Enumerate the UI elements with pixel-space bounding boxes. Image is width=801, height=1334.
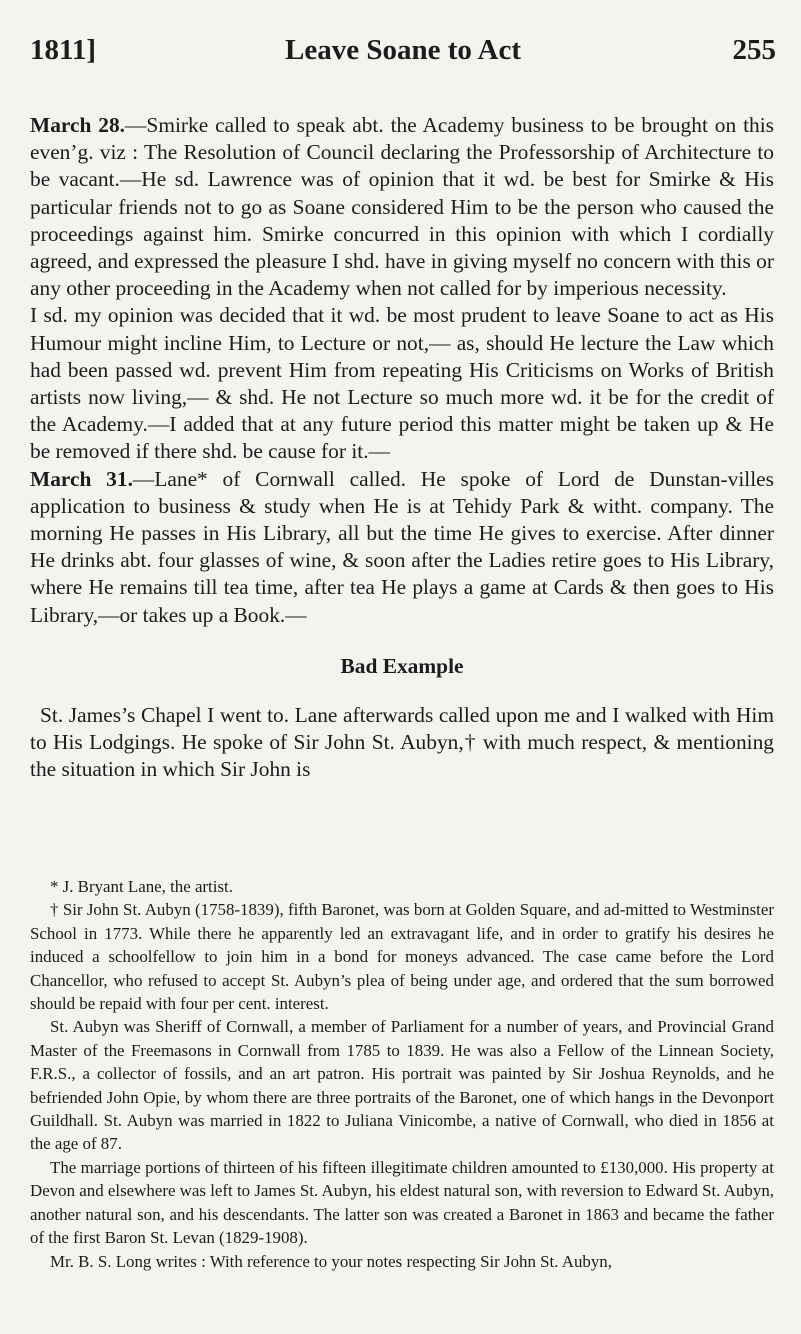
entry-text: I sd. my opinion was decided that it wd. be most prudent to leave Soane to act as His Humour might incline Him, to Lecture or not,— as, should He lecture the Law which had been passed wd. prevent Him from repeating His Criticisms on Works of British artists now living,— & shd. He not Lecture so much more wd. it be for the credit of the Academy.—I added that at any future period this matter might be taken up & He be removed if there shd. be cause for it.— — [30, 303, 774, 464]
page-number: 255 — [732, 34, 776, 66]
section-paragraph: St. James’s Chapel I went to. Lane afterwards called upon me and I walked with Him to His Lodgings. He spoke of Sir John St. Aubyn,† with much respect, & mentioning the situation in which Sir John is — [30, 703, 774, 782]
entry-date: March 31. — [30, 466, 133, 491]
footnotes — [30, 875, 774, 1273]
footnote-paragraph: St. Aubyn was Sheriff of Cornwall, a member of Parliament for a number of years, and Provincial Grand Master of the Freemasons in Cornwall from 1785 to 1839. He was also a Fellow of the Linnean Society, F.R.S., a collector of fossils, and an art patron. His portrait was painted by Sir Joshua Reynolds, and he befriended John Opie, by whom there are three portraits of the Baronet, one of which hangs in the Devonport Guildhall. St. Aubyn was married in 1822 to Juliana Vinicombe, a native of Cornwall, who died in 1856 at the age of 87. — [30, 1017, 774, 1154]
entry-text: —Smirke called to speak abt. the Academy business to be brought on this even’g. viz : The Resolution of Council declaring the Professorship of Architecture to be vacant.—He sd. Lawrence was of opinion that it wd. be best for Smirke & His particular friends not to go as Soane considered Him to be the person who caused the proceedings against him. Smirke concurred in this opinion with which I cordially agreed, and expressed the pleasure I shd. have in giving myself no concern with this or any other proceeding in the Academy when not called for by imperious necessity. — [30, 113, 774, 301]
section-heading: Bad Example — [340, 653, 464, 678]
footnote-dagger: † Sir John St. Aubyn (1758-1839), fifth Baronet, was born at Golden Square, and ad-mitted to Westminster School in 1773. While there he apparently led an extravagant life, and in order to gratify his desires he induced a schoolfellow to join him in a bond for moneys advanced. The case came before the Lord Chancellor, who refused to accept St. Aubyn’s plea of being under age, and ordered that the sum borrowed should be repaid with four per cent. interest. — [30, 900, 774, 1014]
entry-date: March 28. — [30, 113, 126, 137]
main-text — [30, 112, 774, 784]
footnote-paragraph: Mr. B. S. Long writes : With reference to your notes respecting Sir John St. Aubyn, — [50, 1251, 612, 1271]
header-year: 1811] — [30, 34, 97, 66]
entry-continuation — [30, 302, 774, 465]
running-head — [30, 34, 776, 74]
header-title: Leave Soane to Act — [285, 34, 521, 66]
footnote-star: * J. Bryant Lane, the artist. — [50, 877, 233, 896]
entry-march-28 — [30, 112, 774, 302]
entry-text: —Lane* of Cornwall called. He spoke of Lord de Dunstan-villes application to business & study when He is at Tehidy Park & witht. company. The morning He passes in His Library, all but the time He gives to exercise. After dinner He drinks abt. four glasses of wine, & soon after the Ladies retire goes to His Library, where He remains till tea time, after tea He plays a game at Cards & then goes to His Library,—or takes up a Book.— — [30, 466, 774, 627]
footnote-paragraph: The marriage portions of thirteen of his fifteen illegitimate children amounted to £130,000. His property at Devon and elsewhere was left to James St. Aubyn, his eldest natural son, with reversion to Edward St. Aubyn, another natural son, and his descendants. The latter son was created a Baronet in 1863 and became the father of the first Baron St. Levan (1829-1908). — [30, 1157, 774, 1248]
entry-march-31 — [30, 466, 774, 629]
